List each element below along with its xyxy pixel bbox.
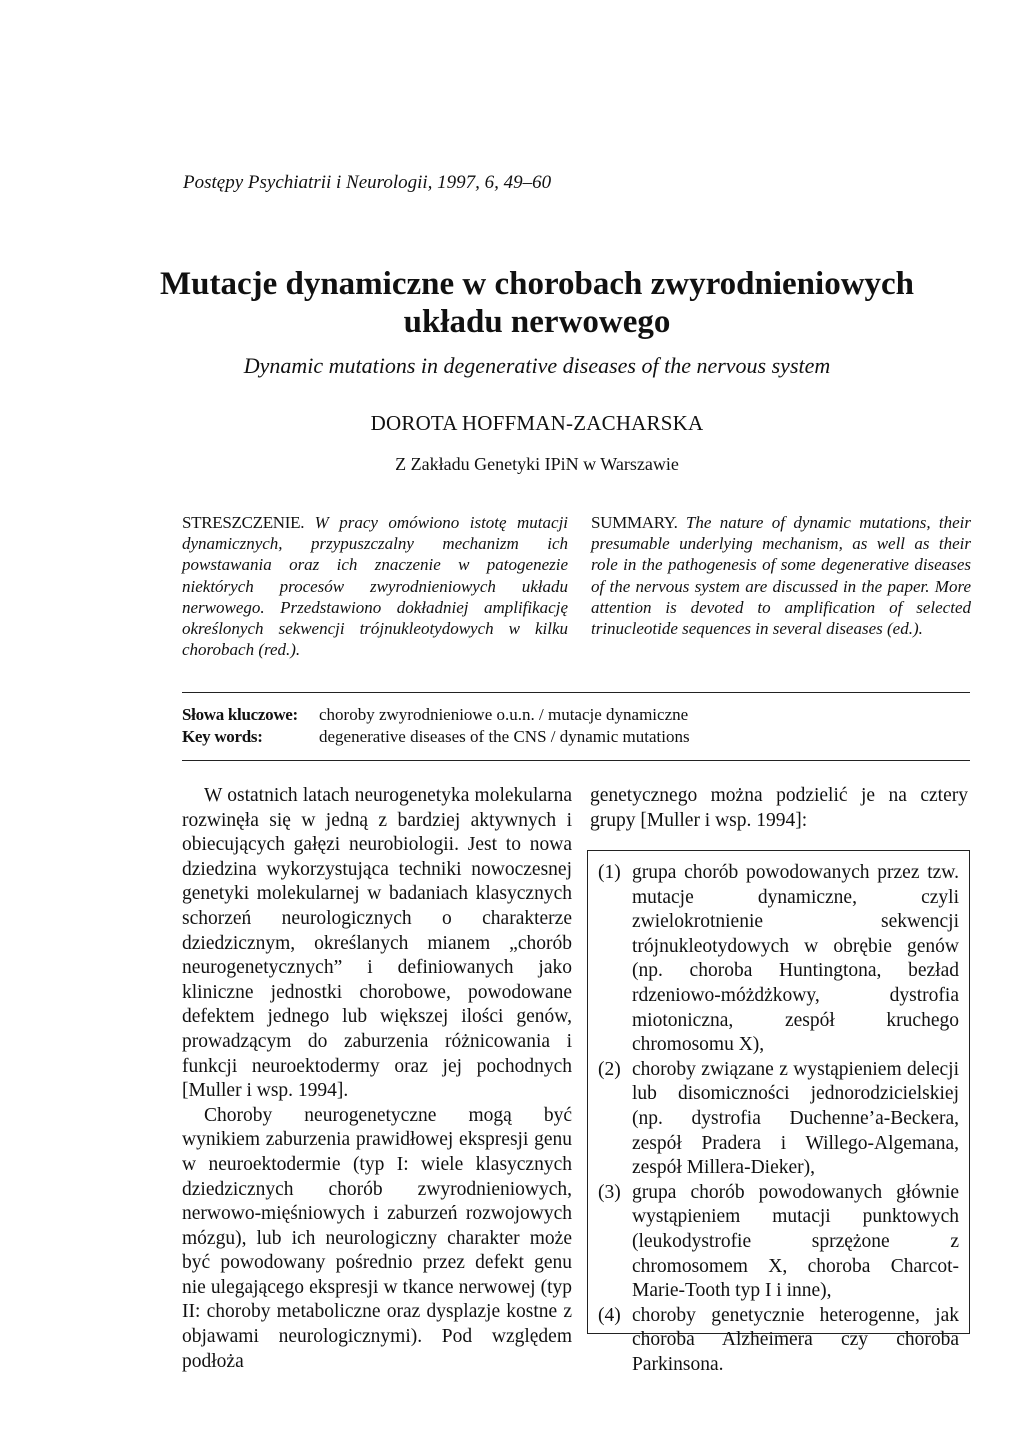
group-number: (2) xyxy=(598,1058,621,1080)
group-number: (3) xyxy=(598,1181,621,1203)
body-paragraph: W ostatnich latach neurogenetyka molekularna rozwinęła się w jedną z bardziej aktywnych i obiecujących gałęzi neurobiologii. Jest to nowa dziedzina wykorzystująca techniki nowoczesnej genetyki molekularnej w badaniach klasycznych schorzeń neurologicznych o charakterze dziedzicznym, określanych mianem „chorób neurogenetycznych” i definiowanych jako kliniczne jednostki chorobowe, powodowane defektem jednego lub większej ilości genów, prowadzącym do zaburzenia różnicowania i funkcji neuroektodermy oraz jej pochodnych [Muller i wsp. 1994]. xyxy=(182,785,572,1102)
body-left-column xyxy=(182,784,572,1374)
keywords-english-label: Key words: xyxy=(182,727,263,746)
abstract-english-text: The nature of dynamic mutations, their presumable underlying mechanism, as well as their role in the pathogenesis of some degenerative diseases of the nervous system are discussed in the paper. More attention is devoted to amplification of selected trinucleotide sequences in several diseases (ed.). xyxy=(591,513,971,639)
keywords-english xyxy=(182,727,690,747)
keywords-english-value: degenerative diseases of the CNS / dynamic mutations xyxy=(319,727,690,746)
author-name: DOROTA HOFFMAN-ZACHARSKA xyxy=(370,411,704,435)
group-item xyxy=(598,1181,959,1304)
group-number: (4) xyxy=(598,1304,621,1326)
author-affiliation: Z Zakładu Genetyki IPiN w Warszawie xyxy=(395,454,679,474)
group-text: grupa chorób powodowanych głównie wystąpieniem mutacji punktowych (leukodystrofie sprzężone z chromosomem X, choroba Charcot-Marie-Tooth typ I i inne), xyxy=(632,1181,959,1302)
keywords-polish-value: choroby zwyrodnieniowe o.u.n. / mutacje dynamiczne xyxy=(319,705,689,724)
group-text: choroby związane z wystąpieniem delecji lub disomiczności jednorodzicielskiej (np. dystrofia Duchenne’a-Beckera, zespół Pradera i Willego-Algemana, zespół Millera-Dieker), xyxy=(632,1058,959,1179)
group-item xyxy=(598,861,959,1058)
article-title xyxy=(150,265,924,341)
keywords-top-rule xyxy=(182,692,970,693)
group-text: choroby genetycznie heterogenne, jak choroba Alzheimera czy choroba Parkinsona. xyxy=(632,1304,959,1375)
abstract-polish xyxy=(182,512,568,660)
title-line-2: układu nerwowego xyxy=(403,304,671,340)
abstract-english-label: SUMMARY. xyxy=(591,513,678,532)
group-item xyxy=(598,1058,959,1181)
body-paragraph: genetycznego można podzielić je na cztery grupy [Muller i wsp. 1994]: xyxy=(590,785,968,831)
disease-groups-box xyxy=(587,850,970,1375)
running-head: Postępy Psychiatrii i Neurologii, 1997, 6, 49–60 xyxy=(183,172,552,193)
group-text: grupa chorób powodowanych przez tzw. mutacje dynamiczne, czyli zwielokrotnienie sekwencji trójnukleotydowych w obrębie genów (np. choroba Huntingtona, bezład rdzeniowo-móżdżkowy, dystrofia miotoniczna, zespół kruchego chromosomu X), xyxy=(632,862,959,1056)
abstract-polish-text: W pracy omówiono istotę mutacji dynamicznych, przypuszczalny mechanizm ich powstawania oraz ich znaczenie w patogenezie niektórych procesów zwyrodnieniowych układu nerwowego. Przedstawiono dokładniej amplifikację określonych sekwencji trójnukleotydowych w kilku chorobach (red.). xyxy=(182,513,569,660)
keywords-polish xyxy=(182,705,688,725)
article-subtitle: Dynamic mutations in degenerative diseases of the nervous system xyxy=(243,353,831,378)
body-right-column xyxy=(590,784,968,833)
abstract-polish-label: STRESZCZENIE. xyxy=(182,513,305,532)
keywords-bottom-rule xyxy=(182,760,970,761)
title-line-1: Mutacje dynamiczne w chorobach zwyrodnieniowych xyxy=(159,266,915,302)
keywords-polish-label: Słowa kluczowe: xyxy=(182,705,298,724)
body-paragraph: Choroby neurogenetyczne mogą być wynikiem zaburzenia prawidłowej ekspresji genu w neuroektodermie (typ I: wiele klasycznych dziedzicznych chorób zwyrodnieniowych, nerwowo-mięśniowych i zaburzeń rozwojowych mózgu), lub ich neurologiczny charakter może być powodowany pośrednio przez defekt genu nie ulegającego ekspresji w tkance nerwowej (typ II: choroby metaboliczne oraz dysplazje kostne z objawami neurologicznymi). Pod względem podłoża xyxy=(182,1104,572,1372)
group-number: (1) xyxy=(598,862,621,883)
group-item xyxy=(598,1304,959,1378)
abstract-english xyxy=(591,512,971,639)
